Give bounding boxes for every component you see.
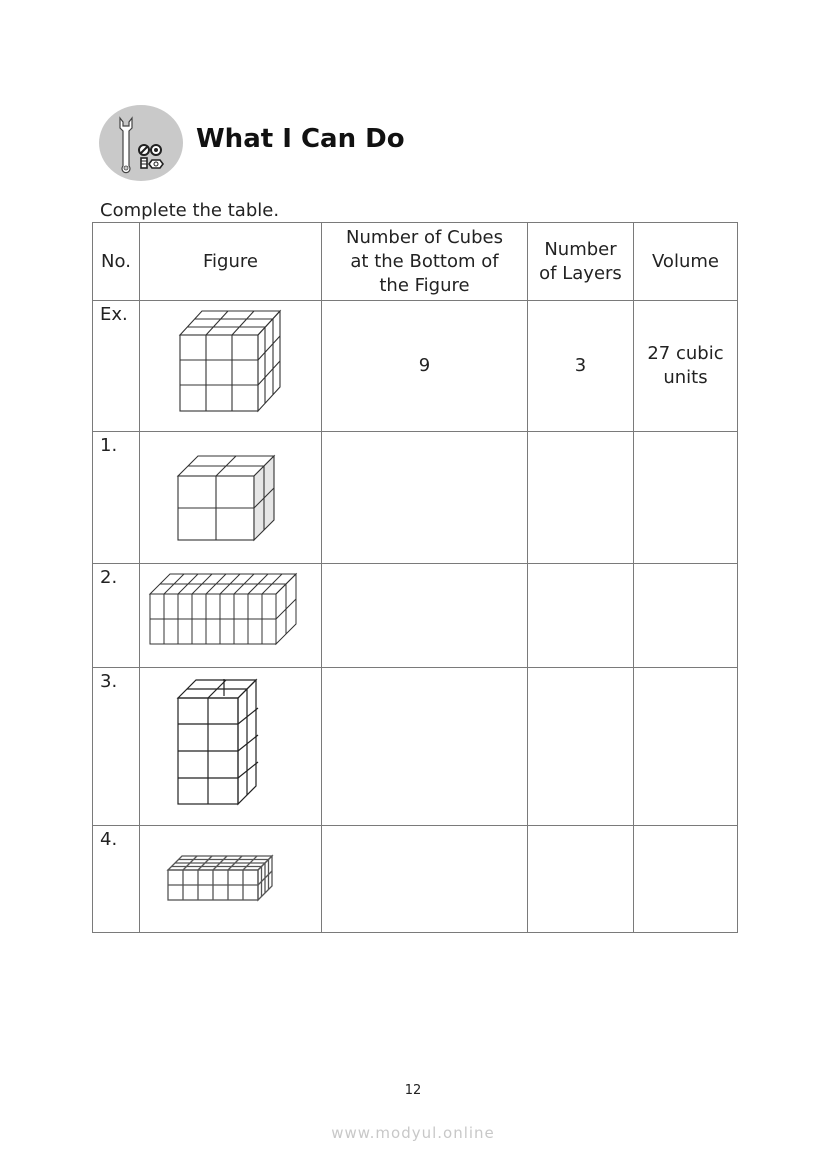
header-figure: Figure bbox=[140, 223, 322, 301]
layers-cell[interactable] bbox=[528, 826, 634, 933]
section-title: What I Can Do bbox=[196, 124, 405, 154]
header-volume: Volume bbox=[634, 223, 738, 301]
row-number: 4. bbox=[93, 826, 140, 933]
watermark: www.modyul.online bbox=[331, 1124, 495, 1142]
section-header bbox=[98, 104, 405, 182]
header-no: No. bbox=[93, 223, 140, 301]
layers-cell[interactable] bbox=[528, 564, 634, 668]
volume-table bbox=[92, 222, 738, 933]
figure-cell bbox=[140, 826, 322, 933]
header-bottom-cubes: Number of Cubes at the Bottom of the Figure bbox=[322, 223, 528, 301]
cube-prism-2x1x4-figure bbox=[140, 668, 322, 825]
table-row bbox=[93, 432, 738, 564]
volume-cell[interactable] bbox=[634, 564, 738, 668]
figure-cell bbox=[140, 564, 322, 668]
volume-cell: 27 cubic units bbox=[634, 301, 738, 432]
figure-cell bbox=[140, 668, 322, 826]
row-number: 1. bbox=[93, 432, 140, 564]
bottom-cubes-cell[interactable] bbox=[322, 432, 528, 564]
figure-cell bbox=[140, 432, 322, 564]
figure-cell bbox=[140, 301, 322, 432]
row-number: 2. bbox=[93, 564, 140, 668]
bottom-cubes-cell[interactable] bbox=[322, 564, 528, 668]
cube-prism-6x4x2-figure bbox=[140, 826, 322, 932]
table-row bbox=[93, 564, 738, 668]
header-layers: Number of Layers bbox=[528, 223, 634, 301]
instruction-text: Complete the table. bbox=[100, 200, 280, 221]
cube-prism-9x2x2-figure bbox=[140, 564, 322, 667]
table-row bbox=[93, 301, 738, 432]
layers-cell: 3 bbox=[528, 301, 634, 432]
cube-prism-3x3x3-figure bbox=[140, 301, 322, 431]
volume-cell[interactable] bbox=[634, 668, 738, 826]
page-number: 12 bbox=[404, 1083, 422, 1098]
bottom-cubes-cell[interactable] bbox=[322, 826, 528, 933]
layers-cell[interactable] bbox=[528, 668, 634, 826]
layers-cell[interactable] bbox=[528, 432, 634, 564]
bottom-cubes-cell: 9 bbox=[322, 301, 528, 432]
volume-cell[interactable] bbox=[634, 432, 738, 564]
volume-cell[interactable] bbox=[634, 826, 738, 933]
row-number: 3. bbox=[93, 668, 140, 826]
table-row bbox=[93, 668, 738, 826]
table-row bbox=[93, 826, 738, 933]
cube-prism-2x2x2-figure bbox=[140, 432, 322, 563]
bottom-cubes-cell[interactable] bbox=[322, 668, 528, 826]
tools-icon bbox=[98, 104, 184, 182]
table-header-row bbox=[93, 223, 738, 301]
row-number: Ex. bbox=[93, 301, 140, 432]
